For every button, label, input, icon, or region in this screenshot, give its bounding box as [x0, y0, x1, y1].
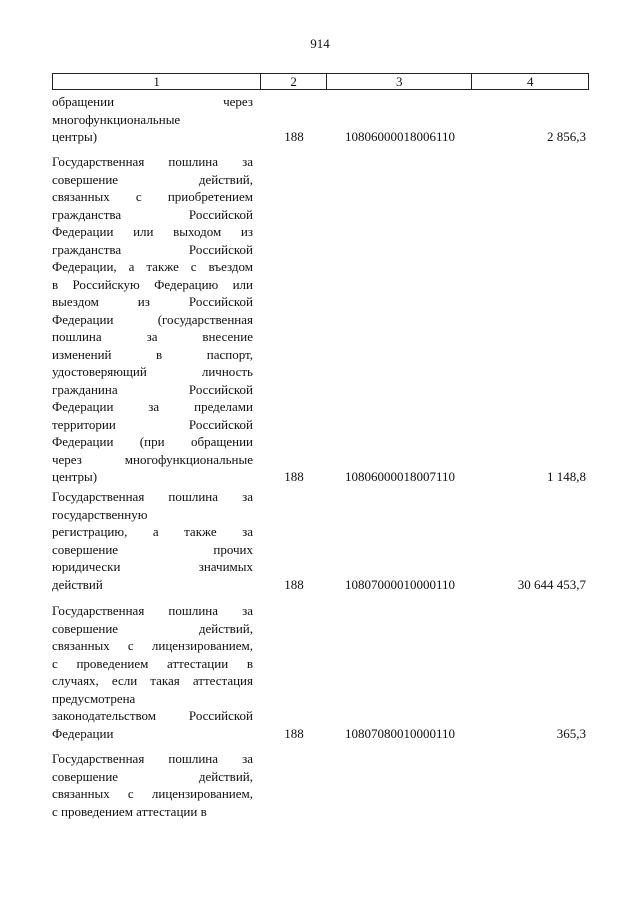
- description-line: Федерации: [52, 725, 114, 741]
- description-line: с проведением аттестации в: [52, 655, 253, 671]
- row-description: [52, 93, 253, 146]
- description-line: территории Российской: [52, 416, 253, 432]
- header-col-2: 2: [261, 74, 327, 89]
- description-line: Федерации (при обращении: [52, 434, 253, 449]
- description-line: гражданства Российской: [52, 241, 253, 257]
- table-row: [52, 153, 589, 486]
- description-line: гражданина Российской: [52, 381, 253, 397]
- page-number: 914: [310, 36, 330, 51]
- description-line: совершение действий,: [52, 171, 253, 187]
- description-line: случаях, если такая аттестация: [52, 673, 253, 688]
- description-line: удостоверяющий личность: [52, 364, 253, 379]
- description-line: изменений в паспорт,: [52, 346, 253, 362]
- description-line: Государственная пошлина за: [52, 489, 253, 504]
- description-line: многофункциональные: [52, 111, 181, 127]
- amount: 1 148,8: [547, 469, 586, 484]
- description-line: гражданства Российской: [52, 206, 253, 222]
- description-line: Федерации за пределами: [52, 399, 253, 414]
- description-line: совершение прочих: [52, 541, 253, 557]
- description-line: связанных с лицензированием,: [52, 638, 253, 653]
- description-line: центры): [52, 129, 98, 144]
- description-line: предусмотрена: [52, 690, 136, 706]
- description-line: Государственная пошлина за: [52, 154, 253, 169]
- description-line: Федерации, а также с въездом: [52, 259, 253, 274]
- description-line: выездом из Российской: [52, 294, 253, 309]
- description-line: совершение действий,: [52, 768, 253, 784]
- budget-code: 10807000010000110: [344, 576, 456, 592]
- row-description: [52, 153, 253, 486]
- table-header: [52, 73, 589, 90]
- description-line: связанных с лицензированием,: [52, 786, 253, 801]
- table-row: [52, 488, 589, 593]
- description-line: Государственная пошлина за: [52, 751, 253, 766]
- header-col-3: 3: [327, 74, 472, 89]
- description-line: обращении через: [52, 94, 253, 109]
- description-line: Государственная пошлина за: [52, 603, 253, 618]
- header-col-1: 1: [53, 74, 261, 89]
- row-description: [52, 488, 253, 593]
- description-line: центры): [52, 469, 98, 484]
- budget-code: 10806000018007110: [344, 469, 456, 484]
- description-line: законодательством Российской: [52, 708, 253, 723]
- description-line: регистрацию, а также за: [52, 524, 253, 539]
- row-description: [52, 750, 253, 820]
- description-line: с проведением аттестации в: [52, 803, 207, 819]
- amount: 2 856,3: [547, 129, 586, 144]
- admin-code: 188: [284, 129, 304, 144]
- description-line: юридически значимых: [52, 559, 253, 574]
- description-line: связанных с приобретением: [52, 189, 253, 204]
- amount: 30 644 453,7: [517, 576, 586, 592]
- admin-code: 188: [284, 469, 304, 484]
- table-row: [52, 750, 589, 820]
- header-col-4: 4: [526, 74, 534, 89]
- row-description: [52, 602, 253, 742]
- description-line: в Российскую Федерацию или: [52, 276, 253, 292]
- description-line: совершение действий,: [52, 620, 253, 636]
- budget-code: 10807080010000110: [344, 725, 456, 741]
- description-line: действий: [52, 576, 103, 592]
- description-line: через многофункциональные: [52, 451, 253, 467]
- admin-code: 188: [284, 576, 304, 592]
- description-line: пошлина за внесение: [52, 329, 253, 344]
- table-row: [52, 602, 589, 742]
- description-line: Федерации (государственная: [52, 311, 253, 327]
- description-line: Федерации или выходом из: [52, 224, 253, 239]
- amount: 365,3: [556, 725, 586, 741]
- description-line: государственную: [52, 506, 148, 522]
- admin-code: 188: [284, 725, 304, 741]
- budget-code: 10806000018006110: [344, 129, 456, 144]
- table-row: [52, 93, 589, 146]
